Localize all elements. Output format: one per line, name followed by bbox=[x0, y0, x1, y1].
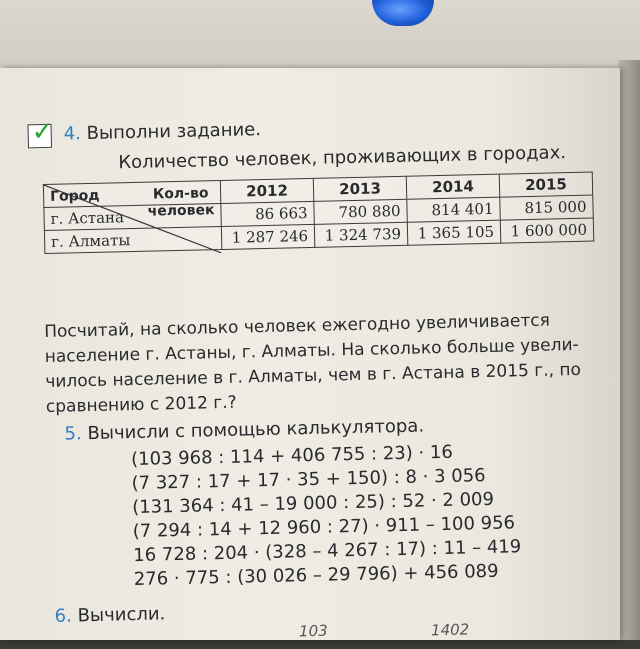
checkbox-checked-icon: ✓ bbox=[27, 124, 52, 149]
expression-item: (7 294 : 14 + 12 960 : 27) · 911 – 100 956 bbox=[132, 512, 516, 543]
value-cell: 814 401 bbox=[407, 197, 500, 222]
value-cell: 1 365 105 bbox=[407, 220, 500, 245]
task6-title: Вычисли. bbox=[77, 603, 166, 627]
task5-heading bbox=[64, 415, 424, 444]
handwritten-note: 1402 bbox=[430, 620, 470, 640]
task4-heading bbox=[63, 119, 261, 144]
task4-number: 4. bbox=[63, 123, 82, 145]
expression-item: 276 · 775 : (30 026 – 29 796) + 456 089 bbox=[133, 560, 499, 591]
city-cell: г. Алматы bbox=[44, 226, 221, 253]
paragraph-line: население г. Астаны, г. Алматы. На сколько больше увели- bbox=[44, 334, 579, 368]
task6-number: 6. bbox=[54, 605, 73, 627]
corner-bottom-label: Город bbox=[49, 187, 100, 205]
year-header-2015: 2015 bbox=[499, 172, 592, 197]
expression-item: (7 327 : 17 + 17 · 35 + 150) : 8 · 3 056 bbox=[131, 465, 486, 495]
paragraph-line: чилось население в г. Алматы, чем в г. Астана в 2015 г., по bbox=[45, 359, 582, 393]
table-title: Количество человек, проживающих в городах. bbox=[118, 142, 567, 174]
handwritten-note: 103 bbox=[298, 621, 328, 641]
task6-heading bbox=[54, 603, 165, 627]
value-cell: 780 880 bbox=[314, 199, 407, 224]
corner-top-label: Кол-во человек bbox=[147, 185, 215, 220]
expression-item: (131 364 : 41 – 19 000 : 25) : 52 · 2 009 bbox=[131, 488, 495, 519]
year-header-2012: 2012 bbox=[220, 178, 313, 203]
value-cell: 1 287 246 bbox=[221, 224, 314, 249]
value-cell: 86 663 bbox=[221, 201, 314, 226]
year-header-2013: 2013 bbox=[313, 176, 406, 201]
paragraph-line: сравнению с 2012 г.? bbox=[45, 392, 237, 418]
task4-paragraph bbox=[44, 307, 612, 420]
paragraph-line: Посчитай, на сколько человек ежегодно увеличивается bbox=[43, 310, 551, 343]
expression-list bbox=[131, 439, 522, 592]
value-cell: 1 600 000 bbox=[500, 218, 593, 243]
task5-title: Вычисли с помощью калькулятора. bbox=[87, 415, 425, 445]
city-cell: г. Астана bbox=[44, 203, 221, 230]
task5-number: 5. bbox=[64, 423, 82, 445]
expression-item: (103 968 : 114 + 406 755 : 23) · 16 bbox=[130, 441, 454, 471]
value-cell: 1 324 739 bbox=[314, 222, 407, 247]
year-header-2014: 2014 bbox=[406, 174, 499, 199]
task4-title: Выполни задание. bbox=[86, 119, 262, 145]
population-table bbox=[43, 172, 594, 254]
value-cell: 815 000 bbox=[500, 195, 593, 220]
expression-item: 16 728 : 204 · (328 – 4 267 : 17) : 11 – 419 bbox=[133, 536, 522, 567]
